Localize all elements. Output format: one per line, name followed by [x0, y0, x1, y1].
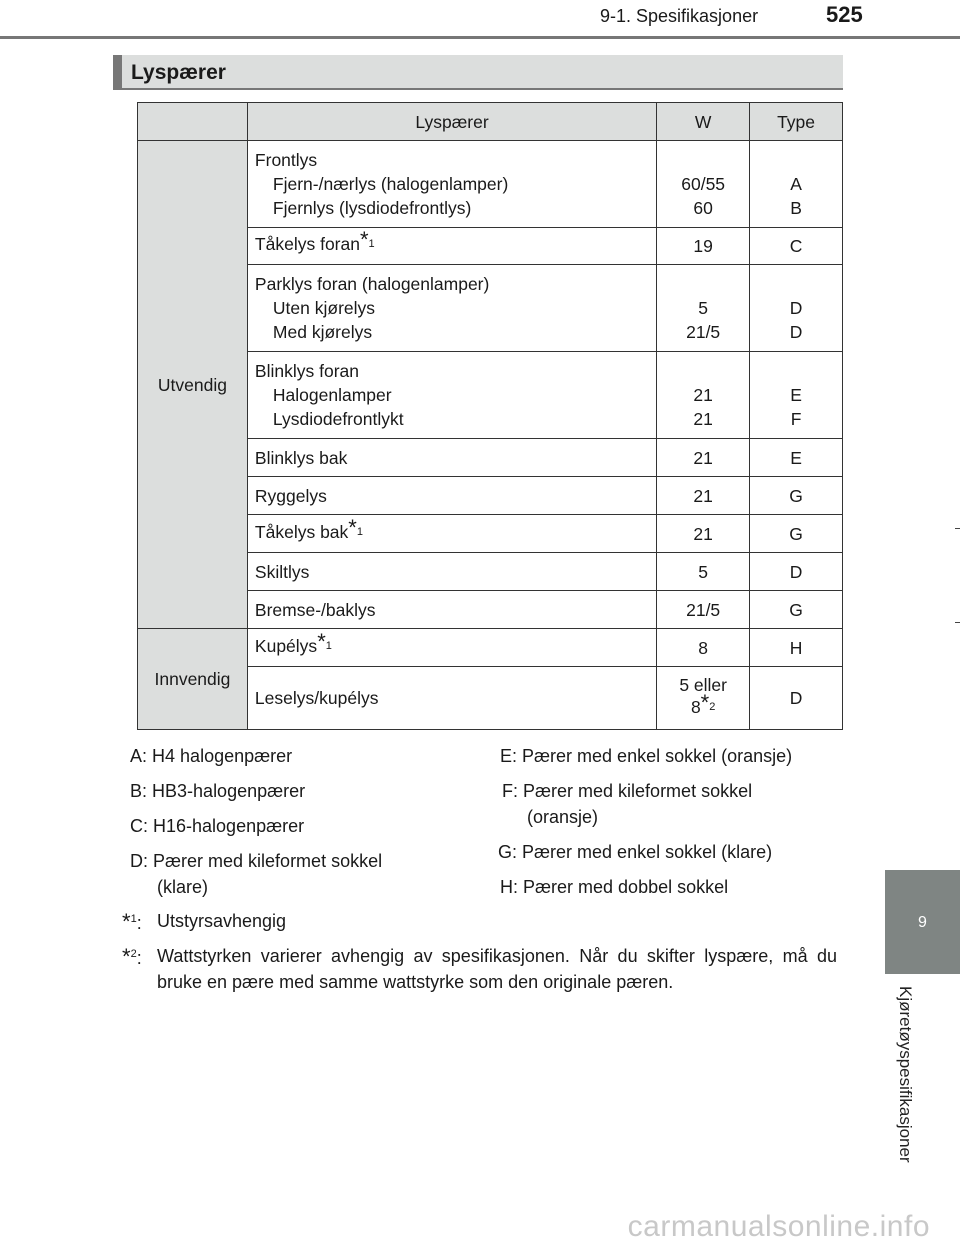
type-value: F [790, 409, 802, 429]
header-bulb: Lyspærer [247, 103, 656, 141]
bulb-cell: Bremse-/baklys [247, 591, 656, 629]
legend-text: H16-halogenpærer [153, 816, 305, 836]
type-cell [750, 141, 843, 228]
banner-title: Lyspærer [131, 61, 226, 84]
header-empty [138, 103, 248, 141]
bulb-title: Parklys foran (halogenlamper) [254, 274, 490, 294]
header-rule [0, 36, 960, 39]
watt-value: 60 [693, 198, 713, 218]
legend-key: E: [500, 746, 518, 766]
legend-item [130, 778, 305, 804]
legend-item [500, 874, 728, 900]
margin-tick [955, 528, 960, 529]
legend-key: A: [130, 746, 148, 766]
watt-cell [657, 352, 750, 439]
footnote-ref: *1 [317, 628, 332, 654]
legend-key: C: [130, 816, 148, 836]
legend-text: H4 halogenpærer [152, 746, 293, 766]
bulb-label: Tåkelys foran [254, 234, 360, 254]
type-value: E [790, 385, 802, 405]
footnote-text: Wattstyrken varierer avhengig av spesifikasjonen. Når du skifter lyspære, må du bruke en pære med samme wattstyrke som den originale pæren. [157, 946, 837, 992]
legend-item [130, 813, 304, 839]
margin-tick [955, 622, 960, 623]
watt-value: 21 [693, 409, 713, 429]
watt-cell: 21/5 [657, 591, 750, 629]
footnote-ref: *1 [359, 227, 375, 252]
bulb-sub: Fjern-/nærlys (halogenlamper) [272, 174, 509, 194]
bulb-cell: Blinklys bak [247, 439, 656, 477]
footnote-ref: *2 [700, 690, 716, 715]
type-value: D [789, 298, 803, 318]
watt-cell: 8 [657, 629, 750, 667]
legend-item [498, 839, 772, 865]
bulb-sub: Lysdiodefrontlykt [272, 409, 404, 429]
bulb-cell [247, 228, 656, 265]
bulb-label: Kupélys [254, 635, 318, 656]
bulb-cell: Leselys/kupélys [247, 667, 656, 730]
footnote-text: Utstyrsavhengig [157, 911, 287, 931]
legend-text: Pærer med kileformet sokkel [523, 781, 753, 801]
banner-rule [113, 88, 843, 90]
legend-key: D: [130, 851, 148, 871]
bulb-cell [247, 141, 656, 228]
watt-value: 8$^{*2}$ [690, 690, 716, 717]
watt-cell: 19 [657, 228, 750, 265]
category-interior: Innvendig [138, 629, 248, 730]
legend-text-cont: (klare) [157, 877, 209, 897]
watt-value: 60/55 [681, 174, 726, 194]
bulb-cell [247, 352, 656, 439]
bulb-cell [247, 629, 656, 667]
type-cell: D [750, 553, 843, 591]
legend-text: Pærer med kileformet sokkel [153, 851, 383, 871]
watt-value: 21 [693, 385, 713, 405]
bulb-title: Frontlys [254, 150, 318, 170]
bulb-title: Blinklys foran [254, 361, 359, 381]
type-cell: D [750, 667, 843, 730]
legend-text: Pærer med enkel sokkel (klare) [522, 842, 773, 862]
bulb-label: Tåkelys bak [254, 521, 349, 542]
section-title: 9-1. Spesifikasjoner [600, 6, 759, 26]
header-type: Type [750, 103, 843, 141]
table-row [138, 141, 843, 228]
banner-accent [113, 55, 122, 89]
type-cell: C [750, 228, 843, 265]
type-value: B [790, 198, 802, 218]
watt-value: 21/5 [686, 322, 721, 342]
footnote-marker: *$^1$: [122, 909, 142, 934]
watt-cell [657, 141, 750, 228]
bulb-cell [247, 515, 656, 553]
footnote-ref: *1 [348, 514, 363, 540]
watermark: carmanualsonline.info [627, 1210, 930, 1243]
legend-key: H: [500, 877, 518, 897]
watt-cell: 21 [657, 477, 750, 515]
table-row [138, 629, 843, 667]
watt-value: 5 eller [679, 675, 727, 695]
bulb-cell: Ryggelys [247, 477, 656, 515]
watt-value: 5 [698, 298, 709, 318]
chapter-number: 9 [918, 914, 927, 931]
watt-cell: 21 [657, 439, 750, 477]
watt-cell [657, 265, 750, 352]
footnote-marker: *$^2$: [122, 944, 142, 969]
category-exterior: Utvendig [138, 141, 248, 629]
bulb-sub: Uten kjørelys [272, 298, 376, 318]
legend-key: F: [502, 781, 518, 801]
table-header-row [138, 103, 843, 141]
watt-cell [657, 667, 750, 730]
legend-text: HB3-halogenpærer [152, 781, 306, 801]
type-cell: E [750, 439, 843, 477]
type-value: A [790, 174, 802, 194]
legend-key: B: [130, 781, 148, 801]
chapter-label: Kjøretøyspesifikasjoner [896, 986, 915, 1163]
type-cell: G [750, 515, 843, 553]
bulb-cell: Skiltlys [247, 553, 656, 591]
legend-text: Pærer med dobbel sokkel [523, 877, 729, 897]
legend-text: Pærer med enkel sokkel (oransje) [522, 746, 793, 766]
legend-item [502, 778, 752, 804]
bulb-table [137, 102, 843, 730]
legend-text-cont: (oransje) [527, 807, 599, 827]
watt-cell: 5 [657, 553, 750, 591]
legend-item [130, 743, 292, 769]
legend-item [130, 848, 382, 874]
watt-cell: 21 [657, 515, 750, 553]
type-value: D [789, 322, 803, 342]
type-cell: G [750, 591, 843, 629]
legend-item [500, 743, 792, 769]
bulb-sub: Halogenlamper [272, 385, 392, 405]
type-cell [750, 265, 843, 352]
bulb-sub: Fjernlys (lysdiodefrontlys) [272, 198, 472, 218]
type-cell: G [750, 477, 843, 515]
page-number: 525 [826, 2, 863, 27]
type-cell: H [750, 629, 843, 667]
bulb-sub: Med kjørelys [272, 322, 373, 342]
bulb-cell [247, 265, 656, 352]
legend-key: G: [498, 842, 518, 862]
header-watt: W [657, 103, 750, 141]
type-cell [750, 352, 843, 439]
